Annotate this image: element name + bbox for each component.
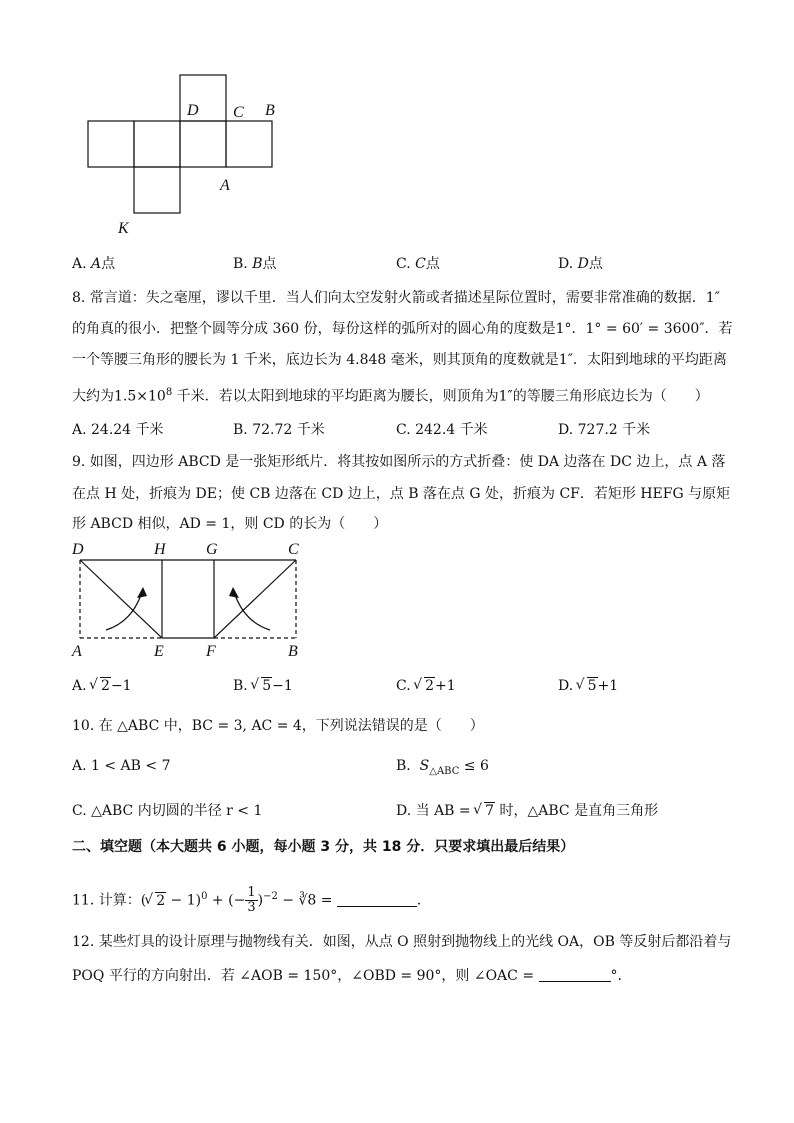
folded-rectangle-figure (64, 538, 314, 662)
q7-option-c[interactable]: C. C点 (396, 256, 440, 272)
label-K: K (118, 220, 129, 237)
q10-option-d[interactable]: D. 当 AB = √ 7 时，△ABC 是直角三角形 (396, 801, 658, 821)
label-G: G (206, 541, 218, 558)
q9-line-1: 9. 如图，四边形 ABCD 是一张矩形纸片．将其按如图所示的方式折叠：使 DA 边落在 DC 边上，点 A 落 (72, 454, 726, 470)
q7-option-a[interactable]: A. A点 (72, 256, 116, 272)
label-H: H (154, 541, 166, 558)
label-C: C (288, 541, 299, 558)
q8-option-b[interactable]: B. 72.72 千米 (233, 422, 325, 438)
net-square-row-2 (134, 121, 180, 167)
label-D: D (187, 102, 199, 119)
label-C: C (233, 104, 244, 121)
q7-option-b[interactable]: B. B点 (233, 256, 277, 272)
q10-option-a[interactable]: A. 1 < AB < 7 (72, 758, 171, 774)
q12-answer-blank[interactable] (539, 965, 611, 982)
crease-cf (214, 560, 296, 638)
q9-option-d[interactable]: D. √ 5+1 (558, 676, 618, 696)
q8-line-1: 8. 常言道：失之毫厘，谬以千里．当人们向太空发射火箭或者描述星际位置时，需要非常准确的数据．1″ (72, 290, 720, 306)
label-E: E (154, 643, 164, 660)
arrowhead-right (229, 587, 239, 598)
q9-option-c[interactable]: C. √ 2+1 (396, 676, 456, 696)
fold-arrow-left (106, 592, 142, 630)
label-D: D (72, 541, 84, 558)
q12-line-1: 12. 某些灯具的设计原理与抛物线有关．如图，从点 O 照射到抛物线上的光线 OA，OB 等反射后都沿着与 (72, 934, 732, 950)
q8-option-c[interactable]: C. 242.4 千米 (396, 422, 488, 438)
q11-line: 11. 计算：(√ 2 − 1)$^0$ + (− $\frac{1}{3}$ )$^{-2}$ − ∛8 = ． (72, 882, 431, 916)
section-2-heading: 二、填空题（本大题共 6 小题，每小题 3 分，共 18 分．只要求填出最后结果） (72, 839, 575, 855)
q10-option-c[interactable]: C. △ABC 内切圆的半径 r < 1 (72, 803, 263, 819)
q9-line-3: 形 ABCD 相似，AD = 1，则 CD 的长为（ ） (72, 516, 388, 532)
q10-stem: 10. 在 △ABC 中，BC = 3, AC = 4，下列说法错误的是（ ） (72, 718, 484, 734)
q9-option-a[interactable]: A. √ 2−1 (72, 676, 132, 696)
q8-line-3: 一个等腰三角形的腰长为 1 千米，底边长为 4.848 毫米，则其顶角的度数就是1″．太阳到地球的平均距离 (72, 352, 727, 368)
label-B: B (288, 643, 298, 660)
label-F: F (206, 643, 216, 660)
net-square-row-1 (88, 121, 134, 167)
q9-option-b[interactable]: B. √ 5−1 (233, 676, 293, 696)
crease-de (80, 560, 162, 638)
q8-line-2: 的角真的很小．把整个圆等分成 360 份，每份这样的弧所对的圆心角的度数是1°．1° = 60′ = 3600″．若 (72, 321, 733, 337)
arrowhead-left (137, 587, 147, 598)
net-square-row-3 (180, 121, 226, 167)
fold-arrow-right (234, 592, 270, 630)
net-square-row-4 (226, 121, 272, 167)
net-square-bottom (134, 167, 180, 213)
label-A: A (72, 643, 82, 660)
q8-line-4: 大约为$1.5\times 10^8$ 千米．若以太阳到地球的平均距离为腰长，则顶角为1″的等腰三角形底边长为（ ） (72, 387, 709, 405)
label-B: B (265, 102, 275, 119)
q9-line-2: 在点 H 处，折痕为 DE；使 CB 边落在 CD 边上，点 B 落在点 G 处，折痕为 CF．若矩形 HEFG 与原矩 (72, 486, 731, 502)
q12-line-2: POQ 平行的方向射出．若 ∠AOB = 150°，∠OBD = 90°，则 ∠OAC = °． (72, 965, 632, 986)
q7-option-d[interactable]: D. D点 (558, 256, 603, 272)
q8-option-d[interactable]: D. 727.2 千米 (558, 422, 651, 438)
q11-answer-blank[interactable] (337, 890, 417, 907)
label-A: A (220, 177, 230, 194)
cube-net-figure (80, 70, 290, 240)
q10-option-b[interactable]: B. $S_{\triangle ABC} \le 6$ (396, 758, 489, 777)
q8-option-a[interactable]: A. 24.24 千米 (72, 422, 164, 438)
